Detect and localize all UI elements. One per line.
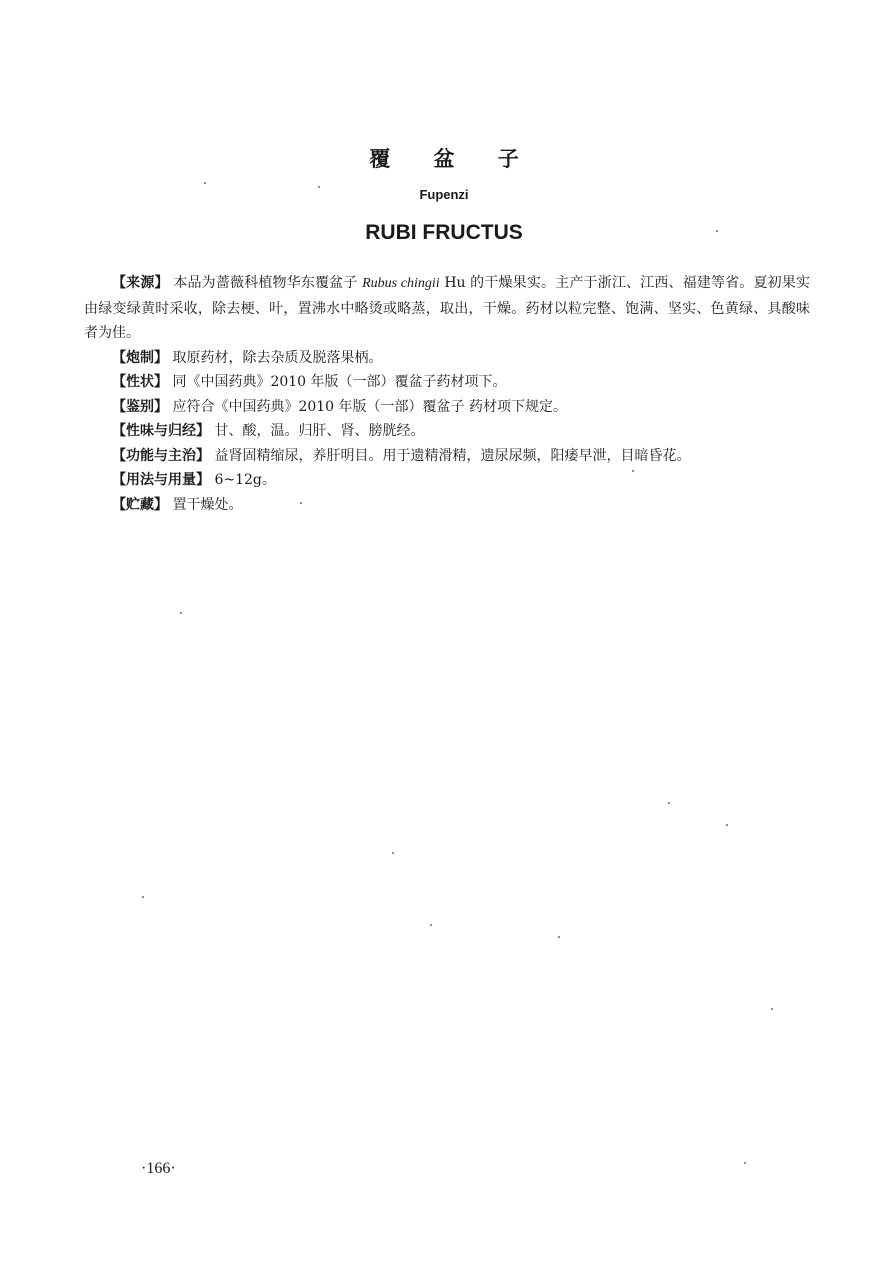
processing-label: 【炮制】 (112, 349, 168, 366)
function-text: 益肾固精缩尿，养肝明目。用于遗精滑精，遗尿尿频，阳痿早泄，目暗昏花。 (214, 447, 691, 464)
scan-speck (744, 1162, 746, 1164)
storage-section (84, 493, 810, 518)
storage-label: 【贮藏】 (112, 496, 168, 513)
scan-speck (771, 1008, 773, 1010)
source-latin-name: Rubus chingii (362, 276, 440, 291)
property-section (84, 419, 810, 444)
description-text: 同《中国药典》2010 年版（一部）覆盆子药材项下。 (172, 374, 507, 390)
scan-speck (318, 186, 320, 188)
source-text-after: Hu 的干燥果实。主产于浙江、江西、福建等省。夏初果实由绿变绿黄时采收，除去梗、叶，置沸水中略烫或略蒸，取出，干燥。药材以粒完整、饱满、坚实、色黄绿、具酸味者为佳。 (84, 275, 811, 341)
scan-speck (180, 612, 182, 614)
identification-text: 应符合《中国药典》2010 年版（一部）覆盆子 药材项下规定。 (172, 398, 567, 415)
processing-section (84, 346, 810, 371)
scan-speck (726, 824, 728, 826)
description-section (84, 370, 810, 395)
scan-speck (300, 502, 302, 504)
monograph-body (84, 271, 810, 517)
dosage-section (84, 468, 810, 493)
scan-speck (632, 470, 634, 472)
title-pinyin: Fupenzi (419, 187, 469, 202)
source-label: 【来源】 (112, 275, 169, 291)
processing-text: 取原药材，除去杂质及脱落果柄。 (172, 349, 383, 366)
identification-label: 【鉴别】 (112, 398, 168, 415)
dosage-label: 【用法与用量】 (112, 472, 210, 488)
source-text-before: 本品为蔷薇科植物华东覆盆子 (173, 275, 358, 291)
scan-speck (668, 802, 670, 804)
source-section (84, 271, 810, 346)
storage-text: 置干燥处。 (172, 496, 243, 513)
function-label: 【功能与主治】 (112, 447, 210, 464)
property-label: 【性味与归经】 (112, 423, 210, 439)
page-number: ·166· (141, 1160, 176, 1177)
property-text: 甘、酸，温。归肝、肾、膀胱经。 (214, 423, 425, 439)
title-chinese: 覆 盆 子 (369, 147, 537, 171)
scan-speck (142, 896, 144, 898)
scan-speck (392, 852, 394, 854)
dosage-text: 6~12g。 (214, 472, 276, 488)
title-latin: RUBI FRUCTUS (365, 221, 523, 244)
scan-speck (430, 924, 432, 926)
identification-section (84, 395, 810, 420)
scan-speck (558, 936, 560, 938)
scan-speck (204, 182, 206, 184)
scan-speck (716, 230, 718, 232)
description-label: 【性状】 (112, 374, 168, 390)
function-section (84, 444, 810, 469)
